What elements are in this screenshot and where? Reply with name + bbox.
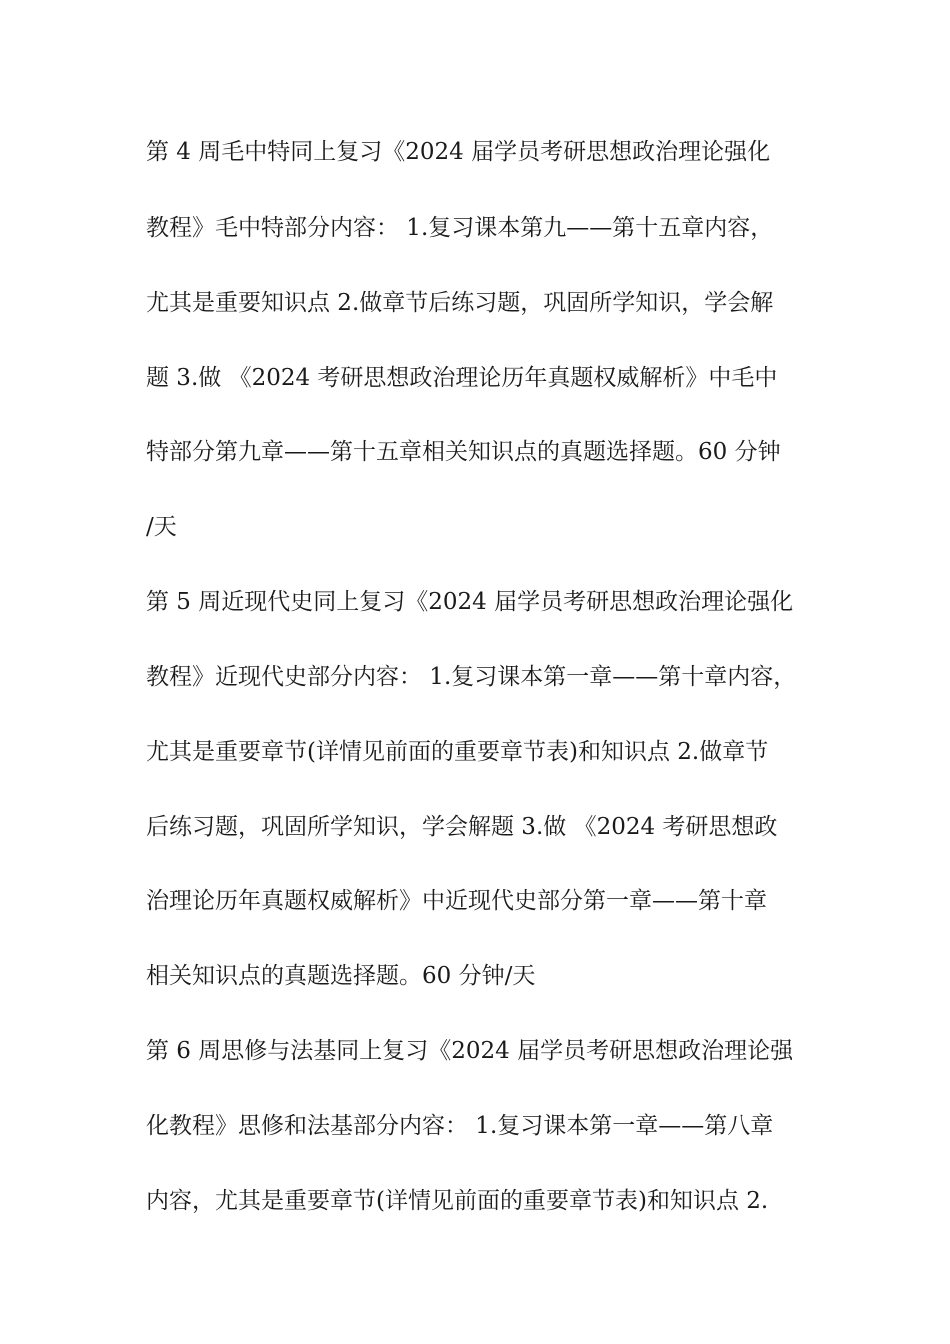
text-line: 第 6 周思修与法基同上复习《2024 届学员考研思想政治理论强	[146, 1038, 794, 1064]
text-line: 后练习题，巩固所学知识，学会解题 3.做 《2024 考研思想政	[146, 814, 778, 840]
text-line: 第 5 周近现代史同上复习《2024 届学员考研思想政治理论强化	[146, 589, 794, 615]
text-line: 尤其是重要章节(详情见前面的重要章节表)和知识点 2.做章节	[146, 739, 769, 765]
text-line: 治理论历年真题权威解析》中近现代史部分第一章——第十章	[146, 888, 767, 914]
text-line: 教程》近现代史部分内容： 1.复习课本第一章——第十章内容，	[146, 664, 797, 690]
text-line: 特部分第九章——第十五章相关知识点的真题选择题。60 分钟	[146, 439, 781, 465]
text-line: /天	[146, 514, 177, 540]
text-line: 第 4 周毛中特同上复习《2024 届学员考研思想政治理论强化	[146, 139, 771, 165]
text-line: 尤其是重要知识点 2.做章节后练习题，巩固所学知识，学会解	[146, 290, 774, 316]
text-line: 教程》毛中特部分内容： 1.复习课本第九——第十五章内容，	[146, 215, 774, 241]
text-line: 内容，尤其是重要章节(详情见前面的重要章节表)和知识点 2.	[146, 1188, 769, 1214]
text-line: 化教程》思修和法基部分内容： 1.复习课本第一章——第八章	[146, 1113, 774, 1139]
text-line: 相关知识点的真题选择题。60 分钟/天	[146, 963, 536, 989]
text-line: 题 3.做 《2024 考研思想政治理论历年真题权威解析》中毛中	[146, 365, 778, 391]
